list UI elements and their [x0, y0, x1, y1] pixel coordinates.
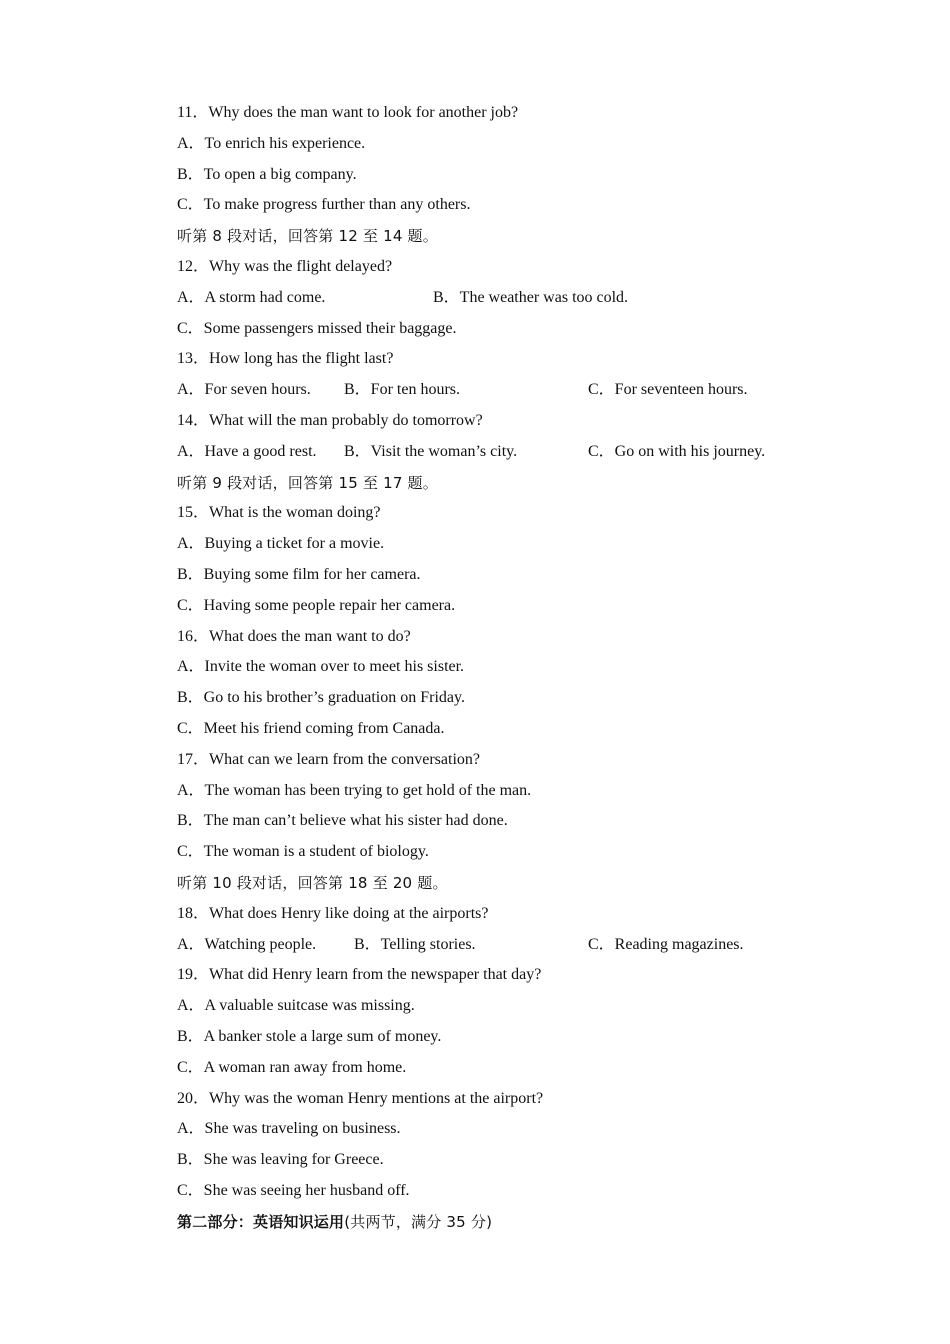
- option-text: C．A woman ran away from home.: [177, 1058, 407, 1076]
- option-row: [177, 930, 877, 961]
- option-text: A．For seven hours.: [177, 381, 311, 399]
- question-text: 18．What does Henry like doing at the airports?: [177, 904, 489, 922]
- question-19: [177, 960, 877, 991]
- part-two-note: (共两节，满分 35 分): [344, 1212, 493, 1231]
- question-list: [177, 98, 877, 1237]
- option-b: [177, 1022, 877, 1053]
- question-text: 16．What does the man want to do?: [177, 627, 411, 645]
- option-text: A．She was traveling on business.: [177, 1120, 401, 1138]
- option-text: B．Go to his brother’s graduation on Friday.: [177, 689, 465, 707]
- option-b: [177, 560, 877, 591]
- option-row: [177, 283, 877, 314]
- option-text: A．A storm had come.: [177, 288, 326, 306]
- question-13: [177, 344, 877, 375]
- option-text: A．To enrich his experience.: [177, 134, 366, 152]
- option-text: A．The woman has been trying to get hold of the man.: [177, 781, 532, 799]
- option-a: [177, 652, 877, 683]
- part-two-heading: [177, 1207, 877, 1238]
- option-a: [177, 529, 877, 560]
- option-c: [177, 314, 877, 345]
- option-text: A．Invite the woman over to meet his sister.: [177, 658, 465, 676]
- option-text: B．For ten hours.: [344, 381, 461, 399]
- section-heading-text: 听第 10 段对话，回答第 18 至 20 题。: [177, 873, 448, 892]
- question-18: [177, 899, 877, 930]
- option-text: B．The weather was too cold.: [433, 288, 629, 306]
- option-text: B．The man can’t believe what his sister had done.: [177, 812, 508, 830]
- option-b: [177, 806, 877, 837]
- option-text: C．For seventeen hours.: [588, 381, 748, 399]
- option-text: A．Buying a ticket for a movie.: [177, 535, 385, 553]
- option-c: [177, 714, 877, 745]
- option-c: [177, 837, 877, 868]
- option-text: C．To make progress further than any others.: [177, 196, 471, 214]
- section-heading-text: 听第 9 段对话，回答第 15 至 17 题。: [177, 473, 438, 492]
- option-b: [177, 160, 877, 191]
- question-text: 15．What is the woman doing?: [177, 504, 381, 522]
- option-text: C．Having some people repair her camera.: [177, 596, 456, 614]
- option-text: B．A banker stole a large sum of money.: [177, 1027, 442, 1045]
- option-text: C．The woman is a student of biology.: [177, 843, 429, 861]
- question-text: 20．Why was the woman Henry mentions at the airport?: [177, 1089, 544, 1107]
- section-heading-text: 听第 8 段对话，回答第 12 至 14 题。: [177, 227, 438, 246]
- question-text: 17．What can we learn from the conversation?: [177, 750, 480, 768]
- option-text: C．Some passengers missed their baggage.: [177, 319, 457, 337]
- option-a: [177, 129, 877, 160]
- option-c: [177, 1053, 877, 1084]
- option-a: [177, 1114, 877, 1145]
- question-text: 13．How long has the flight last?: [177, 350, 394, 368]
- option-b: [177, 683, 877, 714]
- option-text: B．Visit the woman’s city.: [344, 442, 518, 460]
- question-14: [177, 406, 877, 437]
- question-text: 12．Why was the flight delayed?: [177, 257, 393, 275]
- option-text: A．A valuable suitcase was missing.: [177, 997, 415, 1015]
- question-text: 19．What did Henry learn from the newspaper that day?: [177, 966, 542, 984]
- option-text: C．She was seeing her husband off.: [177, 1181, 410, 1199]
- question-text: 11．Why does the man want to look for another job?: [177, 104, 519, 121]
- question-15: [177, 498, 877, 529]
- option-text: B．Buying some film for her camera.: [177, 565, 421, 583]
- option-b: [177, 1145, 877, 1176]
- question-12: [177, 252, 877, 283]
- section-heading-8: [177, 221, 877, 252]
- option-text: C．Meet his friend coming from Canada.: [177, 719, 445, 737]
- option-text: A．Watching people.: [177, 935, 317, 953]
- option-text: C．Reading magazines.: [588, 935, 744, 953]
- part-two-title: 第二部分：英语知识运用: [177, 1212, 345, 1231]
- section-heading-9: [177, 468, 877, 499]
- question-11: [177, 98, 877, 129]
- option-text: A．Have a good rest.: [177, 442, 317, 460]
- option-a: [177, 776, 877, 807]
- option-text: B．She was leaving for Greece.: [177, 1151, 384, 1169]
- question-17: [177, 745, 877, 776]
- option-text: B．To open a big company.: [177, 165, 357, 183]
- question-20: [177, 1084, 877, 1115]
- option-text: C．Go on with his journey.: [588, 442, 766, 460]
- option-row: [177, 375, 877, 406]
- option-c: [177, 591, 877, 622]
- option-a: [177, 991, 877, 1022]
- option-c: [177, 1176, 877, 1207]
- question-text: 14．What will the man probably do tomorrow?: [177, 411, 483, 429]
- option-row: [177, 437, 877, 468]
- option-c: [177, 190, 877, 221]
- option-text: B．Telling stories.: [354, 935, 476, 953]
- question-16: [177, 622, 877, 653]
- section-heading-10: [177, 868, 877, 899]
